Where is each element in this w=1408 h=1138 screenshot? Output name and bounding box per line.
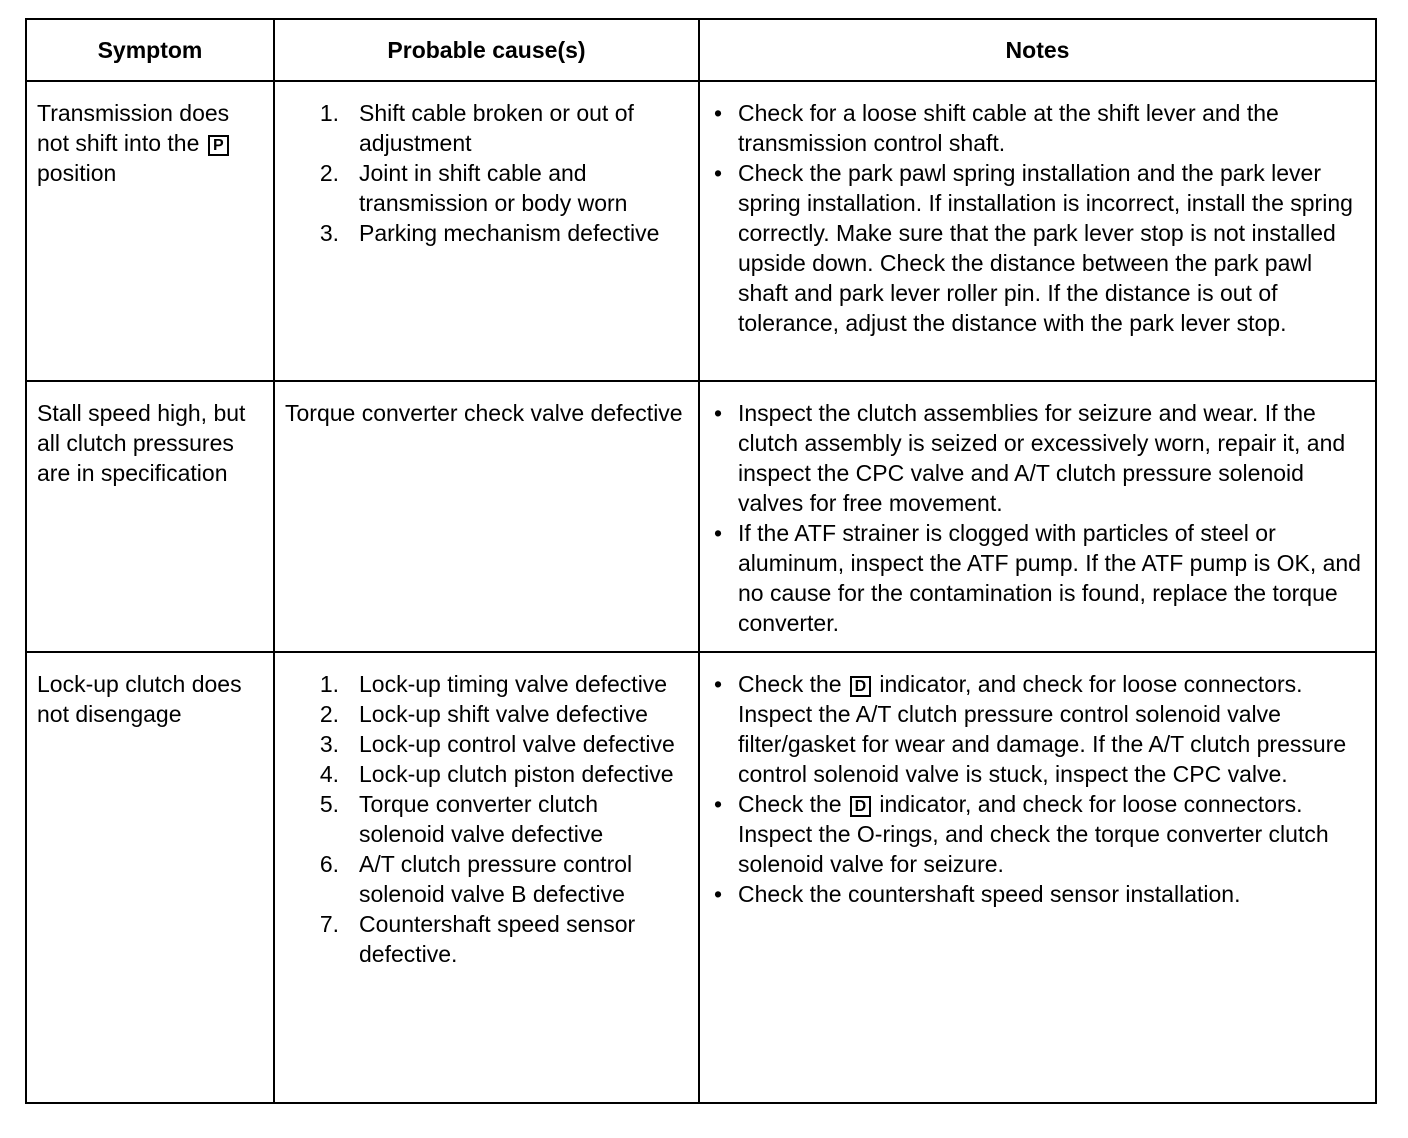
table-row	[26, 81, 1376, 381]
cause-number: 1.	[319, 671, 339, 697]
bullet-icon: •	[714, 100, 723, 126]
note-text	[738, 669, 1365, 789]
cause-number: 4.	[319, 761, 339, 787]
list-item	[285, 699, 688, 729]
drive-indicator-icon: D	[850, 796, 871, 817]
cause-cell	[274, 81, 699, 381]
note-text	[738, 789, 1365, 879]
park-position-icon: P	[208, 135, 229, 156]
list-item	[285, 759, 688, 789]
notes-list	[710, 669, 1365, 909]
notes-list	[710, 98, 1365, 338]
cause-text: Lock-up timing valve defective	[359, 671, 668, 697]
cause-number: 1.	[319, 100, 339, 126]
bullet-icon: •	[714, 791, 723, 817]
note-text-end: indicator, and check for loose connectors. Inspect the O-rings, and check the torque converter clutch solenoid valve for seizure.	[738, 791, 1329, 877]
note-text: Check the countershaft speed sensor installation.	[738, 881, 1241, 907]
cause-number: 5.	[319, 791, 339, 817]
cause-number: 7.	[319, 911, 339, 937]
table-row	[26, 381, 1376, 652]
cause-text: Countershaft speed sensor defective.	[359, 911, 636, 967]
note-text: Check the park pawl spring installation and the park lever spring installation. If installation is incorrect, install the spring correctly. Make sure that the park lever stop is not installed upside down. Check the distance between the park pawl shaft and park lever roller pin. If the distance is out of tolerance, adjust the distance with the park lever stop.	[738, 160, 1353, 336]
notes-cell	[699, 81, 1376, 381]
bullet-icon: •	[714, 881, 723, 907]
cause-text: Lock-up control valve defective	[359, 731, 675, 757]
notes-list	[710, 398, 1365, 638]
cause-number: 3.	[319, 220, 339, 246]
list-item	[285, 789, 688, 849]
note-text: Inspect the clutch assemblies for seizure and wear. If the clutch assembly is seized or excessively worn, repair it, and inspect the CPC valve and A/T clutch pressure solenoid valves for free movement.	[738, 400, 1346, 516]
cause-list	[285, 669, 688, 969]
list-item	[710, 98, 1365, 158]
cause-cell	[274, 381, 699, 652]
cause-text: Lock-up clutch piston defective	[359, 761, 674, 787]
troubleshooting-table	[25, 18, 1377, 1104]
note-text-start: Check the	[738, 791, 842, 817]
cause-number: 2.	[319, 160, 339, 186]
header-probable-causes: Probable cause(s)	[274, 19, 699, 81]
cause-cell	[274, 652, 699, 1103]
symptom-text-end: position	[37, 160, 117, 186]
symptom-cell: Lock-up clutch does not disengage	[26, 652, 274, 1103]
header-symptom: Symptom	[26, 19, 274, 81]
list-item	[710, 789, 1365, 879]
cause-text: Joint in shift cable and transmission or body worn	[359, 160, 628, 216]
symptom-cell: Stall speed high, but all clutch pressures are in specification	[26, 381, 274, 652]
list-item	[285, 218, 688, 248]
cause-number: 6.	[319, 851, 339, 877]
cause-text: Parking mechanism defective	[359, 220, 660, 246]
drive-indicator-icon: D	[850, 676, 871, 697]
note-text-start: Check the	[738, 671, 842, 697]
list-item	[285, 669, 688, 699]
note-text: If the ATF strainer is clogged with particles of steel or aluminum, inspect the ATF pump. If the ATF pump is OK, and no cause for the contamination is found, replace the torque converter.	[738, 520, 1361, 636]
header-notes: Notes	[699, 19, 1376, 81]
list-item	[285, 729, 688, 759]
cause-list	[285, 98, 688, 248]
note-text-end: indicator, and check for loose connectors. Inspect the A/T clutch pressure control solenoid valve filter/gasket for wear and damage. If the A/T clutch pressure control solenoid valve is stuck, inspect the CPC valve.	[738, 671, 1347, 787]
list-item	[710, 518, 1365, 638]
bullet-icon: •	[714, 520, 723, 546]
note-text: Check for a loose shift cable at the shift lever and the transmission control shaft.	[738, 100, 1279, 156]
list-item	[285, 849, 688, 909]
list-item	[285, 909, 688, 969]
list-item	[285, 158, 688, 218]
cause-text: Lock-up shift valve defective	[359, 701, 648, 727]
symptom-text: Transmission does not shift into the	[37, 100, 230, 156]
list-item	[710, 158, 1365, 338]
header-row	[26, 19, 1376, 81]
list-item	[285, 98, 688, 158]
cause-text: Shift cable broken or out of adjustment	[359, 100, 634, 156]
table-row	[26, 652, 1376, 1103]
bullet-icon: •	[714, 671, 723, 697]
symptom-cell	[26, 81, 274, 381]
list-item	[710, 669, 1365, 789]
list-item	[710, 398, 1365, 518]
bullet-icon: •	[714, 400, 723, 426]
notes-cell	[699, 381, 1376, 652]
cause-number: 2.	[319, 701, 339, 727]
cause-text: Torque converter check valve defective	[285, 400, 683, 426]
cause-text: Torque converter clutch solenoid valve defective	[359, 791, 604, 847]
notes-cell	[699, 652, 1376, 1103]
cause-number: 3.	[319, 731, 339, 757]
list-item	[710, 879, 1365, 909]
cause-text: A/T clutch pressure control solenoid valve B defective	[359, 851, 633, 907]
bullet-icon: •	[714, 160, 723, 186]
